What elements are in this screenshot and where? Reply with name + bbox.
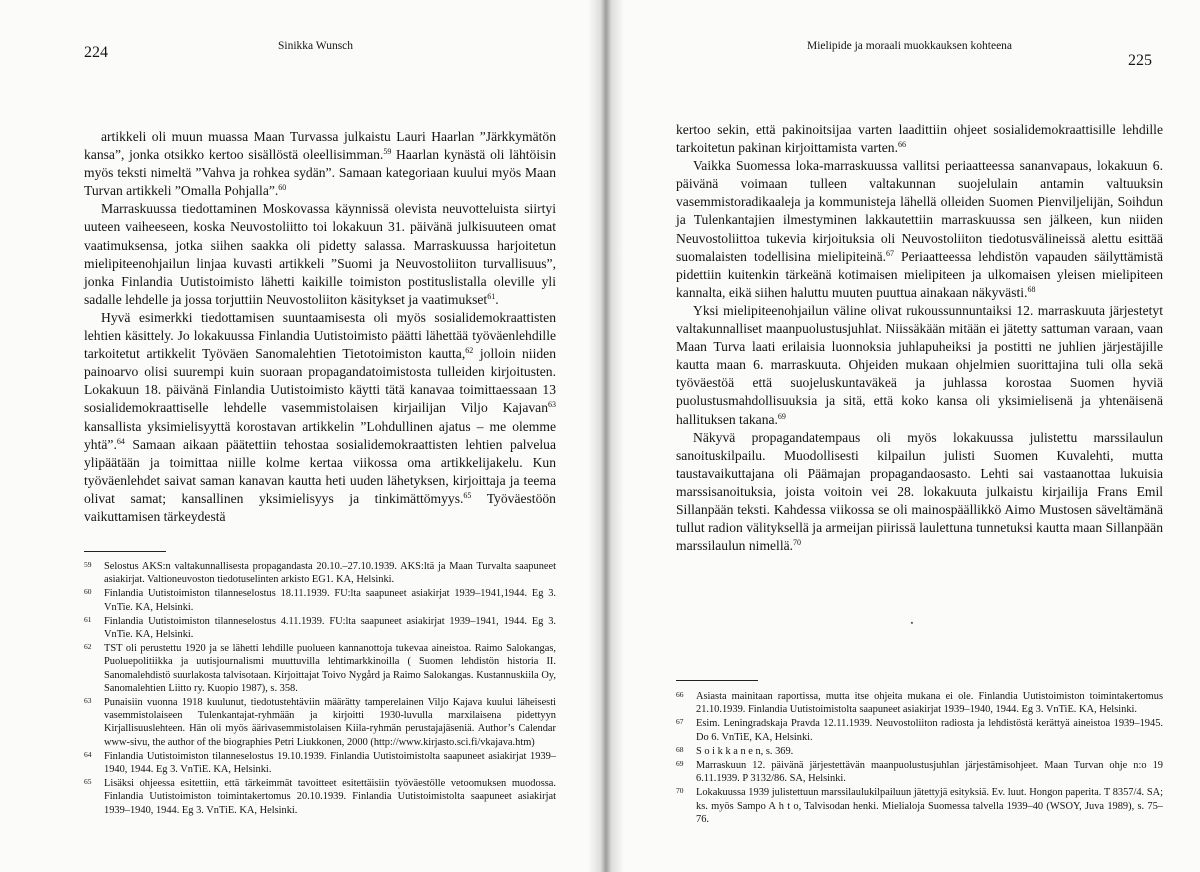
footnote-reference[interactable]: 63 [548,400,556,410]
footnote-text: Asiasta mainitaan raportissa, mutta itse ohjeita mukana ei ole. Finlandia Uutistoimiston toimintakertomus 21.10.1939. Finlandia Uutistoimistolta saapuneet asiakirjat 1939–1940, 1944. Eg 3. VnTiE. KA, Helsinki. [696,691,1163,716]
paragraph [84,128,556,200]
paragraph [676,157,1163,302]
footnote-reference[interactable]: 68 [1027,284,1036,294]
footnote [84,642,556,695]
paragraph-text: Periaatteessa lehdistön vapauden säilyttämistä pidettiin kuitenkin tärkeänä kotimaisen mielipiteen ja ulkomaisen yleisen mielipiteen kannalta, eikä siihen haluttu muuten puuttua ainakaan näkyvästi. [676,248,1163,300]
footnote-marker: 59 [84,560,92,569]
paragraph [676,302,1163,429]
paragraph-text: Näkyvä propagandatempaus oli myös lokakuussa julistettu marssilaulun sanoituskilpailu. Muodollisesti kilpailun julisti Suomen Kuvalehti, mutta taustavaikuttajana oli Päämajan propagandaosasto. Lehti sai vastaanottaa lukuisia marssisanoituksia, joista voitoin vei 28. lokakuuta julkaistu kirjailija Frans Emil Sillanpään teksti. Kahdessa viikossa se oli mainospäällikkö Aimo Mustosen säveltämänä tullut radion välityksellä ja armeijan piirissä laulettuna tunnetuksi kautta maan Sillanpään marssilaulun nimellä. [676,429,1163,554]
paragraph-text: Yksi mielipiteenohjailun väline olivat rukoussunnuntaiksi 12. marraskuuta järjestetyt valtakunnalliset maanpuolustusjuhlat. Niissäkään mitään ei jätetty sattuman varaan, vaan Maan Turva laati erilaisia luonnoksia juhlapuheiksi ja postitti ne juhlien järjestäjille kautta maan 6. marraskuuta. Ohjeiden mukaan ohjelmien suorittajina tuli olla sekä työväestöä että suojeluskuntaväkeä ja juhlassa korostaa Suomen hyviä puolustusmahdollisuuksia ja sitä, että koko kansa oli yksimielisenä ja yhtenäisenä hallituksen takana. [676,302,1163,427]
footnote-marker: 70 [676,786,684,796]
footnote [84,587,556,613]
footnote-text: Lisäksi ohjeessa esitettiin, että tärkeimmät tavoitteet esitettäisiin työväestölle vetoomuksen muodossa. Finlandia Uutistoimiston toimintakertomus 20.10.1939. Finlandia Uutistoimistolta saapuneet asiakirjat 1939–1940, 1944. Eg 3. VnTiE. KA, Helsinki. [104,778,556,816]
footnote-text: S o i k k a n e n, s. 369. [696,745,794,757]
running-head: Mielipide ja moraali muokkauksen kohteena [807,40,1013,52]
body-text [84,128,556,526]
footnotes [676,690,1163,827]
paragraph-text: Samaan aikaan päätettiin tehostaa sosialidemokraattisten lehtien palvelua ylipäätään ja toimittaa niille kolme kertaa viikossa oma artikkelijakelu. Kun työväenlehdet saivat saman kanavan kautta heti uuden lähetyksen, kirjoittaja ja teema olivat samat; kansallinen yksimielisyys ja tinkimättömyys. [84,436,556,506]
footnote-text: Marraskuun 12. päivänä järjestettävän maanpuolustusjuhlan järjestämisohjeet. Maan Turvan ohje n:o 19 6.11.1939. P 3132/86. SA, Helsinki. [696,760,1163,785]
footnote-reference[interactable]: 65 [463,490,472,500]
footnote [84,615,556,641]
footnote-text: Esim. Leningradskaja Pravda 12.11.1939. Neuvostoliiton radiosta ja lehdistöstä kerättyä aineistoa 1939–1945. Do 6. VnTiE, KA, Helsinki. [696,718,1163,743]
footnote-text: Punaisiin vuonna 1918 kuulunut, tiedotustehtäviin määrätty tamperelainen Viljo Kajava kuului läheisesti vasemmistolaiseen Tulenkantajat-ryhmään ja kirjoitti 1930-luvulla marxilaisena pidettyyn Kirjallisuuslehteen. Hän oli myös äärivasemmistolaisen Kiila-ryhmän perustajajäseniä. Author’s Calendar www-sivu, the author of the biographies Petri Liukkonen, 2000 (http://www.kirjasto.sci.fi/vkajava.htm) [104,697,556,748]
footnote-reference[interactable]: 66 [897,140,906,150]
footnote-marker: 69 [676,759,684,769]
footnote-marker: 64 [84,749,92,759]
footnote-reference[interactable]: 69 [777,411,786,421]
footnote [676,786,1163,826]
footnote [676,745,1163,758]
stray-mark-icon: ⸼ [911,610,914,624]
footnote-reference[interactable]: 59 [383,147,392,157]
paragraph-text: Hyvä esimerkki tiedottamisen suuntaamisesta oli myös sosialidemokraattisten lehtien käsittely. Jo lokakuussa Finlandia Uutistoimisto päätti lähettää työväenlehdille tarkoitetut artikkelit Työväen Sanomalehtien Tietotoimiston kautta, [84,309,556,362]
page-number: 225 [1128,52,1152,69]
footnote-text: TST oli perustettu 1920 ja se lähetti lehdille puolueen kannanottoja tukevaa aineistoa. Raimo Salokangas, Puoluepolitiikka ja uutisjournalismi muuttuvilla lehtimarkkinoilla ( Suomen lehdistön historia II. Sanomalehdistö suurlakosta talvisotaan. Kirjoittajat Toivo Nygård ja Raimo Salokangas. Kustannuskiila Oy, Sanomalehtien Liitto ry. Kuopio 1987), s. 358. [104,643,556,694]
footnote-text: Finlandia Uutistoimiston tilanneselostus 19.10.1939. Finlandia Uutistoimistolta saapuneet asiakirjat 1939–1940, 1944. Eg 3. VnTiE. KA, Helsinki. [104,750,556,776]
footnote-marker: 66 [676,690,684,699]
footnote-text: Lokakuussa 1939 julistettuun marssilaulukilpailuun jätettyjä esityksiä. Ev. luut. Hongon paperita. T 8357/4. SA; ks. myös Sampo A h t o, Talvisodan henki. Mielialoja Suomessa talvella 1939–40 (WSOY, Juva 1989), s. 75–76. [696,787,1163,825]
paragraph-text: jolloin niiden painoarvo olisi suurempi kuin suoraan propagandatoimistosta tulleiden kirjoitusten. Lokakuun 18. päivänä Finlandia Uutistoimisto käytti tätä kanavaa toimittaessaan 13 sosialidemokraattiselle lehdelle vasemmistolaisen kirjailijan Viljo Kajavan [84,346,556,416]
footnote-text: Finlandia Uutistoimiston tilanneselostus 4.11.1939. FU:lta saapuneet asiakirjat 1939–1941, 1944. Eg 3. VnTie. KA, Helsinki. [104,615,556,641]
footnote [84,560,556,586]
body-text [676,121,1163,555]
footnote-reference[interactable]: 67 [886,248,895,258]
paragraph-text: kertoo sekin, että pakinoitsijaa varten laadittiin ohjeet sosialidemokraattisille lehdille tarkoitetun pakinan kirjoittamista varten. [676,122,1163,156]
footnote-marker: 60 [84,587,92,597]
footnote [84,777,556,817]
paragraph-text: Haarlan kynästä oli lähtöisin myös teksti nimeltä ”Vahva ja rohkea sydän”. Samaan kategoriaan kuului myös Maan Turvan artikkeli ”Omalla Pohjalla”. [84,147,556,199]
footnote-text: Finlandia Uutistoimiston tilanneselostus 18.11.1939. FU:lta saapuneet asiakirjat 1939–1941,1944. Eg 3. VnTie. KA, Helsinki. [104,588,556,613]
footnote-marker: 67 [676,717,684,727]
footnote-marker: 65 [84,777,92,787]
right-page [606,0,1200,872]
footnote [84,750,556,776]
page-number: 224 [84,44,108,61]
footnote-reference[interactable]: 62 [465,346,474,356]
paragraph [676,429,1163,556]
paragraph-text: Työväestöön vaikuttamisen tärkeydestä [84,490,556,524]
footnote [676,690,1163,716]
footnote [676,717,1163,743]
paragraph [84,200,556,309]
footnote-reference[interactable]: 61 [487,291,496,301]
footnote-marker: 63 [84,696,92,706]
paragraph-text: artikkeli oli muun muassa Maan Turvassa julkaistu Lauri Haarlan ”Järkkymätön kansa”, jonka otsikko kertoo sisällöstä oleellisimman. [84,129,556,163]
paragraph-text: Vaikka Suomessa loka-marraskuussa vallitsi periaatteessa sananvapaus, lokakuun 6. päivänä voimaan tulleen valtakunnan suojelulain antamin valtuuksin vasemmistoradikaaleja ja kommunisteja lähellä olleiden Suomen Pienviljelijän, Soihdun ja Tulenkantajien ilmestyminen lakkautettiin marraskuussa sen jälkeen, kun niiden Neuvostoliittoa tukevia kirjoituksia oli Neuvostoliiton tiedotusvälineissä alettu esittää suomalaisten todellisina mielipiteinä. [676,158,1163,264]
footnote-rule [676,680,758,681]
paragraph [84,309,556,526]
footnotes [84,560,556,818]
paragraph-text: . [495,291,499,307]
footnote-text: Selostus AKS:n valtakunnallisesta propagandasta 20.10.–27.10.1939. AKS:ltä ja Maan Turvalta saapuneet asiakirjat. Valtioneuvoston tiedotuselinten arkisto EG1. KA, Helsinki. [104,561,556,586]
footnote-rule [84,551,166,552]
footnote-reference[interactable]: 60 [278,183,287,193]
footnote-reference[interactable]: 70 [793,538,802,548]
footnote-marker: 62 [84,642,92,652]
running-head: Sinikka Wunsch [278,40,354,52]
footnote [676,759,1163,785]
footnote-marker: 61 [84,614,92,624]
footnote-marker: 68 [676,744,684,754]
paragraph-text: Marraskuussa tiedottaminen Moskovassa käynnissä olevista neuvotteluista siirtyi uuteen vaiheeseen, koska Neuvostoliitto toi lokakuun 31. päivänä julkisuuteen omat vaatimuksensa, jotka siihen saakka oli pidetty salassa. Marraskuussa harjoitetun mielipiteenohjailun linjaa kuvasti artikkeli ”Suomi ja Neuvostoliiton turvallisuus”, jonka Finlandia Uutistoimisto lähetti kaikille toimiston postituslistalla oleville yli sadalle lehdelle ja jossa torjuttiin Neuvostoliiton käsitykset ja vaatimukset [84,201,556,307]
paragraph-text: kansallista yksimielisyyttä korostavan artikkelin ”Lohdullinen ajatus – me olemme yhtä”. [84,418,556,452]
footnote [84,696,556,749]
paragraph [676,121,1163,157]
footnote-reference[interactable]: 64 [116,436,125,446]
